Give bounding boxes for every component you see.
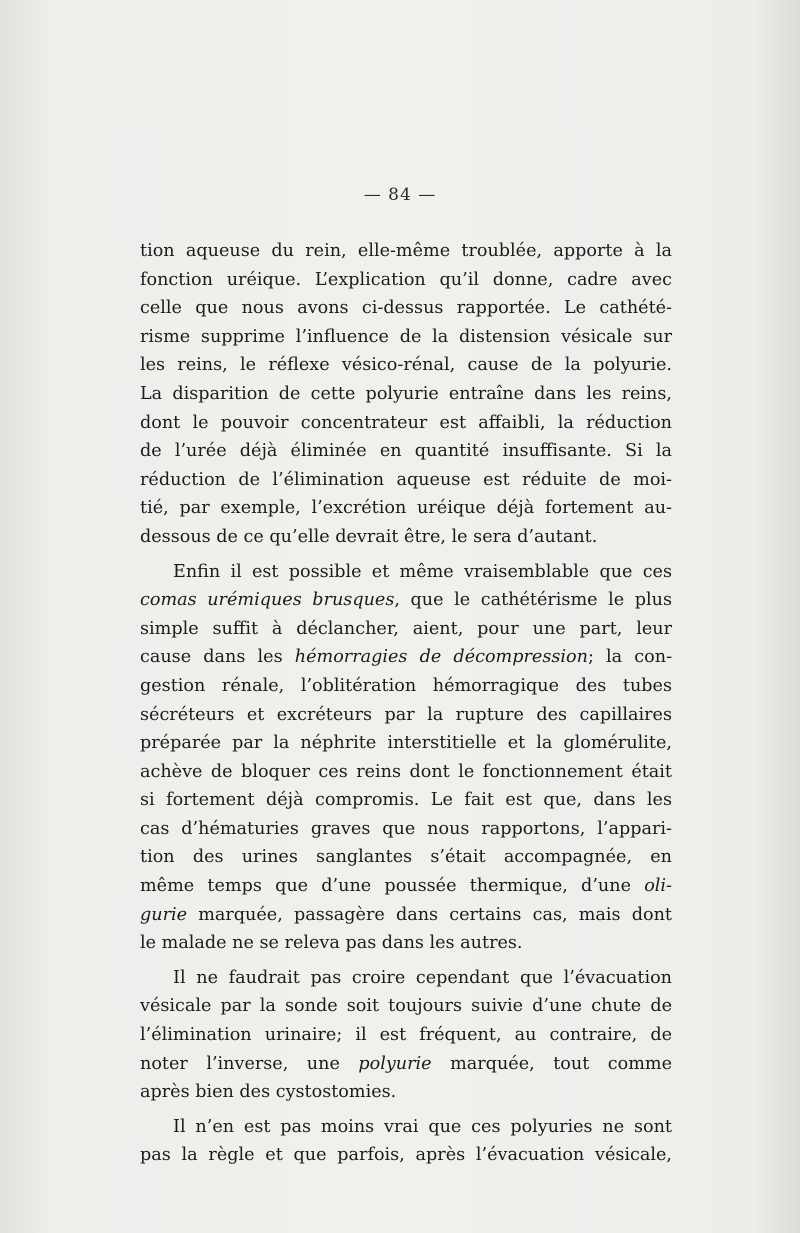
paragraph [140, 237, 672, 552]
italic-text: comas urémiques brusques [140, 590, 395, 611]
text-run: noter l’inverse, une [140, 1053, 359, 1074]
text-line [140, 237, 672, 266]
text-run: celle que nous avons ci-dessus rapportée. Le cathété- [140, 298, 672, 319]
text-line [140, 672, 672, 701]
text-line [140, 466, 672, 495]
text-line [140, 729, 672, 758]
text-run: Enfin il est possible et même vraisemblable que ces [173, 561, 672, 582]
text-run: gestion rénale, l’oblitération hémorragique des tubes [140, 675, 672, 696]
text-run: , que le cathétérisme le plus [394, 590, 672, 611]
text-line [140, 437, 672, 466]
text-run: cas d’hématuries graves que nous rapportons, l’appari- [140, 818, 672, 839]
italic-text: oli- [644, 876, 672, 897]
text-run: après bien des cystostomies. [140, 1082, 397, 1103]
text-line [140, 351, 672, 380]
text-line [140, 266, 672, 295]
text-line [140, 1050, 672, 1079]
text-line [140, 558, 672, 587]
text-line [140, 758, 672, 787]
paragraph [140, 1113, 672, 1170]
text-line [140, 843, 672, 872]
text-line [140, 494, 672, 523]
text-run: La disparition de cette polyurie entraîne dans les reins, [140, 383, 672, 404]
text-run: marquée, passagère dans certains cas, mais dont [187, 904, 672, 925]
text-run: vésicale par la sonde soit toujours suivie d’une chute de [140, 996, 672, 1017]
text-line [140, 815, 672, 844]
text-run: simple suffit à déclancher, aient, pour une part, leur [140, 618, 672, 639]
text-line [140, 409, 672, 438]
text-line [140, 992, 672, 1021]
italic-text: gurie [140, 904, 188, 925]
text-run: si fortement déjà compromis. Le fait est que, dans les [140, 790, 672, 811]
text-line [140, 523, 672, 552]
text-run: de l’urée déjà éliminée en quantité insuffisante. Si la [140, 441, 672, 462]
text-line [140, 586, 672, 615]
text-line [140, 786, 672, 815]
text-line [140, 323, 672, 352]
text-run: dessous de ce qu’elle devrait être, le sera d’autant. [140, 526, 598, 547]
text-line [140, 1141, 672, 1170]
text-run: tié, par exemple, l’excrétion uréique déjà fortement au- [140, 498, 672, 519]
text-run: dont le pouvoir concentrateur est affaibli, la réduction [140, 412, 672, 433]
text-run: cause dans les [140, 647, 295, 668]
text-run: Il n’en est pas moins vrai que ces polyuries ne sont [173, 1116, 672, 1137]
italic-text: polyurie [358, 1053, 432, 1074]
text-run: achève de bloquer ces reins dont le fonctionnement était [140, 761, 672, 782]
text-line [140, 615, 672, 644]
page-number: — 84 — [363, 185, 437, 205]
body-text [140, 237, 672, 1170]
text-line [140, 294, 672, 323]
text-run: marquée, tout comme [431, 1053, 672, 1074]
text-line [140, 872, 672, 901]
text-run: Il ne faudrait pas croire cependant que l’évacuation [173, 967, 672, 988]
text-line [140, 901, 672, 930]
text-run: tion aqueuse du rein, elle-même troublée, apporte à la [140, 241, 672, 261]
text-run: même temps que d’une poussée thermique, d’une [140, 876, 645, 897]
text-line [140, 643, 672, 672]
paragraph [140, 964, 672, 1107]
text-line [140, 964, 672, 993]
italic-text: hémorragies de décompression [294, 647, 588, 668]
text-line [140, 1021, 672, 1050]
text-run: le malade ne se releva pas dans les autres. [140, 933, 523, 954]
text-run: tion des urines sanglantes s’était accompagnée, en [140, 847, 672, 868]
text-run: fonction uréique. L’explication qu’il donne, cadre avec [140, 269, 672, 290]
text-run: ; la con- [587, 647, 672, 668]
text-run: sécréteurs et excréteurs par la rupture des capillaires [140, 704, 672, 725]
text-line [140, 929, 672, 958]
text-line [140, 1078, 672, 1107]
text-run: l’élimination urinaire; il est fréquent, au contraire, de [140, 1025, 672, 1046]
text-run: pas la règle et que parfois, après l’évacuation vésicale, [140, 1145, 672, 1166]
paragraph [140, 558, 672, 958]
text-run: les reins, le réflexe vésico-rénal, cause de la polyurie. [140, 355, 672, 376]
text-line [140, 380, 672, 409]
text-line [140, 701, 672, 730]
text-run: risme supprime l’influence de la distension vésicale sur [140, 326, 672, 347]
text-run: préparée par la néphrite interstitielle et la glomérulite, [140, 733, 672, 754]
text-line [140, 1113, 672, 1142]
text-run: réduction de l’élimination aqueuse est réduite de moi- [140, 469, 672, 490]
